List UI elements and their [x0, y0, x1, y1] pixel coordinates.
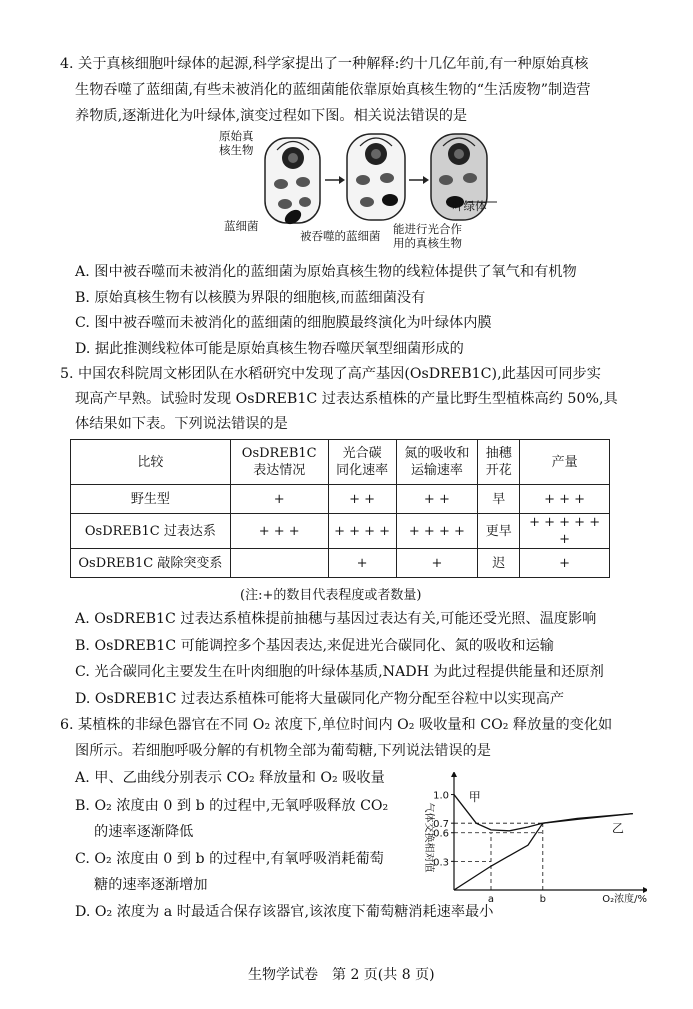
table-cell: + + + + + + — [520, 514, 610, 549]
q5-table-note: (注:+的数目代表程度或者数量) — [240, 588, 422, 603]
y-tick-label: 0.3 — [433, 857, 449, 869]
series-yi-label: 乙 — [611, 821, 624, 836]
q5-results-table — [70, 439, 610, 578]
header-expression: OsDREB1C 表达情况 — [230, 440, 328, 485]
q6-option-c[interactable]: C. O₂ 浓度由 0 到 b 的过程中,有氧呼吸消耗葡萄 — [75, 851, 384, 867]
table-row — [71, 549, 610, 578]
y-axis-arrow — [451, 772, 457, 777]
q4-stem-line3: 养物质,逐渐进化为叶绿体,演变过程如下图。相关说法错误的是 — [75, 108, 468, 124]
table-cell: + — [328, 549, 396, 578]
q5-option-c[interactable]: C. 光合碳同化主要发生在叶肉细胞的叶绿体基质,NADH 为此过程提供能量和还原剂 — [75, 664, 604, 680]
table-cell: + + + — [230, 514, 328, 549]
x-axis-arrow — [643, 887, 647, 893]
table-cell: + + — [396, 485, 478, 514]
q6-stem-line1: 6. 某植株的非绿色器官在不同 O₂ 浓度下,单位时间内 O₂ 吸收量和 CO₂ 释放量的变化如 — [60, 717, 613, 733]
table-cell: + + + + — [328, 514, 396, 549]
label-chloroplast: 叶绿体 — [452, 199, 487, 213]
cell-engulfing — [347, 134, 405, 220]
y-axis-label: 气体交换相对值 — [423, 802, 434, 873]
y-tick-label: 0.6 — [433, 828, 449, 840]
q6-stem-line2: 图所示。若细胞呼吸分解的有机物全部为葡萄糖,下列说法错误的是 — [75, 743, 491, 759]
table-row — [71, 514, 610, 549]
table-cell: + + + + — [396, 514, 478, 549]
label-host-1: 原始真 — [219, 129, 254, 143]
table-cell: + + + — [520, 485, 610, 514]
table-cell: 更早 — [478, 514, 520, 549]
header-compare: 比较 — [71, 440, 231, 485]
table-header-row — [71, 440, 610, 485]
q6-option-b[interactable]: B. O₂ 浓度由 0 到 b 的过程中,无氧呼吸释放 CO₂ — [75, 798, 389, 814]
q5-stem-line1: 5. 中国农科院周文彬团队在水稻研究中发现了高产基因(OsDREB1C),此基因可同步实 — [60, 366, 601, 382]
q6-option-a[interactable]: A. 甲、乙曲线分别表示 CO₂ 释放量和 O₂ 吸收量 — [75, 770, 385, 786]
q6-option-b-cont: 的速率逐渐降低 — [94, 824, 194, 840]
label-photo-1: 能进行光合作 — [393, 222, 462, 236]
y-tick-label: 1.0 — [433, 790, 449, 802]
header-heading: 抽穗 开花 — [478, 440, 520, 485]
label-photo-2: 用的真核生物 — [393, 236, 462, 250]
q6-option-c-cont: 糖的速率逐渐增加 — [94, 877, 208, 893]
q5-stem-line3: 体结果如下表。下列说法错误的是 — [75, 416, 288, 432]
q4-stem-line1: 4. 关于真核细胞叶绿体的起源,科学家提出了一种解释:约十几亿年前,有一种原始真核 — [60, 56, 589, 72]
cell-host — [265, 138, 320, 223]
page-footer: 生物学试卷 第 2 页(共 8 页) — [248, 967, 435, 983]
table-cell: 早 — [478, 485, 520, 514]
q4-option-d[interactable]: D. 据此推测线粒体可能是原始真核生物吞噬厌氧型细菌形成的 — [75, 341, 464, 357]
x-tick-label: b — [539, 894, 546, 904]
table-row — [71, 485, 610, 514]
x-axis-label: O₂浓度/% — [602, 894, 647, 904]
series-jia-label: 甲 — [468, 790, 481, 805]
q6-option-d[interactable]: D. O₂ 浓度为 a 时最适合保存该器官,该浓度下葡萄糖消耗速率最小 — [75, 904, 494, 920]
label-engulfed: 被吞噬的蓝细菌 — [300, 229, 381, 243]
x-tick-label: a — [487, 894, 495, 904]
q4-option-b[interactable]: B. 原始真核生物有以核膜为界限的细胞核,而蓝细菌没有 — [75, 290, 426, 306]
table-cell — [230, 549, 328, 578]
table-cell: OsDREB1C 过表达系 — [71, 514, 231, 549]
label-host-2: 核生物 — [219, 143, 254, 157]
table-cell: + — [230, 485, 328, 514]
table-cell: 野生型 — [71, 485, 231, 514]
header-yield: 产量 — [520, 440, 610, 485]
q5-option-a[interactable]: A. OsDREB1C 过表达系植株提前抽穗与基因过表达有关,可能还受光照、温度影响 — [75, 611, 597, 627]
q5-option-b[interactable]: B. OsDREB1C 可能调控多个基因表达,来促进光合碳同化、氮的吸收和运输 — [75, 638, 554, 654]
q5-option-d[interactable]: D. OsDREB1C 过表达系植株可能将大量碳同化产物分配至谷粒中以实现高产 — [75, 691, 565, 707]
table-cell: + — [396, 549, 478, 578]
label-cyanobacterium: 蓝细菌 — [224, 219, 259, 233]
q5-stem-line2: 现高产早熟。试验时发现 OsDREB1C 过表达系植株的产量比野生型植株高约 50%,具 — [75, 391, 618, 407]
table-cell: 迟 — [478, 549, 520, 578]
table-cell: + — [520, 549, 610, 578]
header-nitrogen: 氮的吸收和 运输速率 — [396, 440, 478, 485]
y-tick-label: 0.7 — [433, 819, 449, 831]
header-photosynthesis: 光合碳 同化速率 — [328, 440, 396, 485]
q4-stem-line2: 生物吞噬了蓝细菌,有些未被消化的蓝细菌能依靠原始真核生物的“生活废物”制造营 — [75, 82, 591, 98]
table-cell: OsDREB1C 敲除突变系 — [71, 549, 231, 578]
q6-gas-exchange-chart — [412, 772, 647, 904]
q4-option-a[interactable]: A. 图中被吞噬而未被消化的蓝细菌为原始真核生物的线粒体提供了氧气和有机物 — [75, 264, 577, 280]
table-cell: + + — [328, 485, 396, 514]
q4-option-c[interactable]: C. 图中被吞噬而未被消化的蓝细菌的细胞膜最终演化为叶绿体内膜 — [75, 315, 492, 331]
